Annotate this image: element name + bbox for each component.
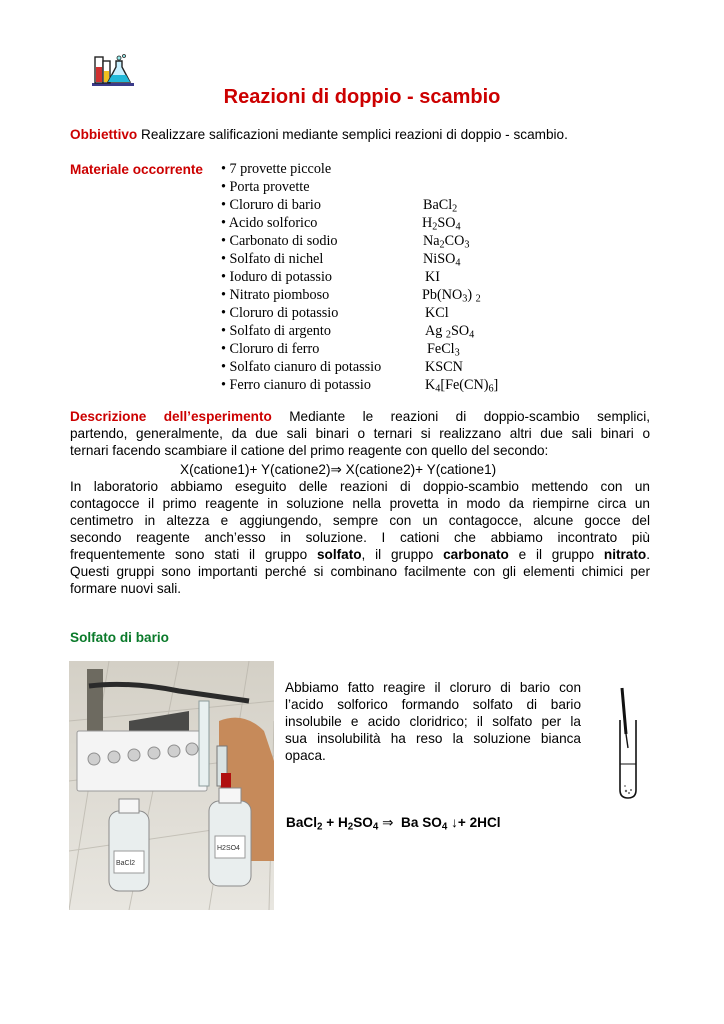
section-text: Abbiamo fatto reagire il cloruro di bario con l’acido solforico formando solfato di bario insolubile e acido cloridrico; il solfato per la sua insolubilità ha reso la soluzione bianca opaca. <box>285 680 581 763</box>
description: Descrizione dell’esperimento Mediante le reazioni di doppio-scambio semplici, partendo, generalmente, da due sali binari o ternari si realizzano altri due sali binari o ternari facendo scambiare il catione del primo reagente con quello del secondo: <box>70 409 650 458</box>
description-paragraph: In laboratorio abbiamo eseguito delle reazioni di doppio-scambio mettendo con un contagocce il primo reagente in soluzione nella provetta in modo da riempirne circa un centimetro in altezza e aggiungendo, sempre con un contagocce, alcune gocce del secondo reagente anch’esso in soluzione. I cationi che abbiamo incontrato più frequentemente sono stati il gruppo solfato, il gruppo carbonato e il gruppo nitrato. Questi gruppi sono importanti perché si combinano facilmente con gli elementi chimici per formare nuovi sali. <box>70 479 650 596</box>
lab-photo <box>69 661 274 910</box>
equation: X(catione1)+ Y(catione2)⇒ X(catione2)+ Y(catione1) <box>180 462 497 477</box>
materials-list: • 7 provette piccole • Porta provette • Cloruro di bario BaCl$_2$ • Acido solforico $H_2SO_4$ • Carbonato di sodio $Na_2CO_3$ • Solfato di nichel NiSO$_4$ • Ioduro di potassio KI • Nitrato piomboso $Pb(NO_3)$ $_2$ • Cloruro di potassio KCl • Solfato di argento Ag $_2SO_4$ • Cloruro di ferro FeCl$_3$ • Solfato cianuro di potassio KSCN • Ferro cianuro di potassio $K_4[Fe(CN)_6]$ <box>221 161 499 395</box>
reaction-equation: BaCl$_2$ + $H_2SO_4$ ⇒ Ba $SO_4$ ↓+ 2HCl <box>286 815 501 833</box>
bottle-label-right: H2SO4 <box>217 845 240 852</box>
page-title: Reazioni di doppio - scambio <box>223 86 501 108</box>
test-tube-dropper-icon <box>612 686 644 804</box>
objective-label: Obbiettivo <box>70 127 138 142</box>
section-title: Solfato di bario <box>70 630 169 645</box>
description-label: Descrizione dell’esperimento <box>70 409 272 424</box>
objective-text: Realizzare salificazioni mediante semplici reazioni di doppio - scambio. <box>137 127 568 142</box>
materials-label: Materiale occorrente <box>70 162 203 177</box>
bottle-label-left: BaCl2 <box>116 860 136 867</box>
